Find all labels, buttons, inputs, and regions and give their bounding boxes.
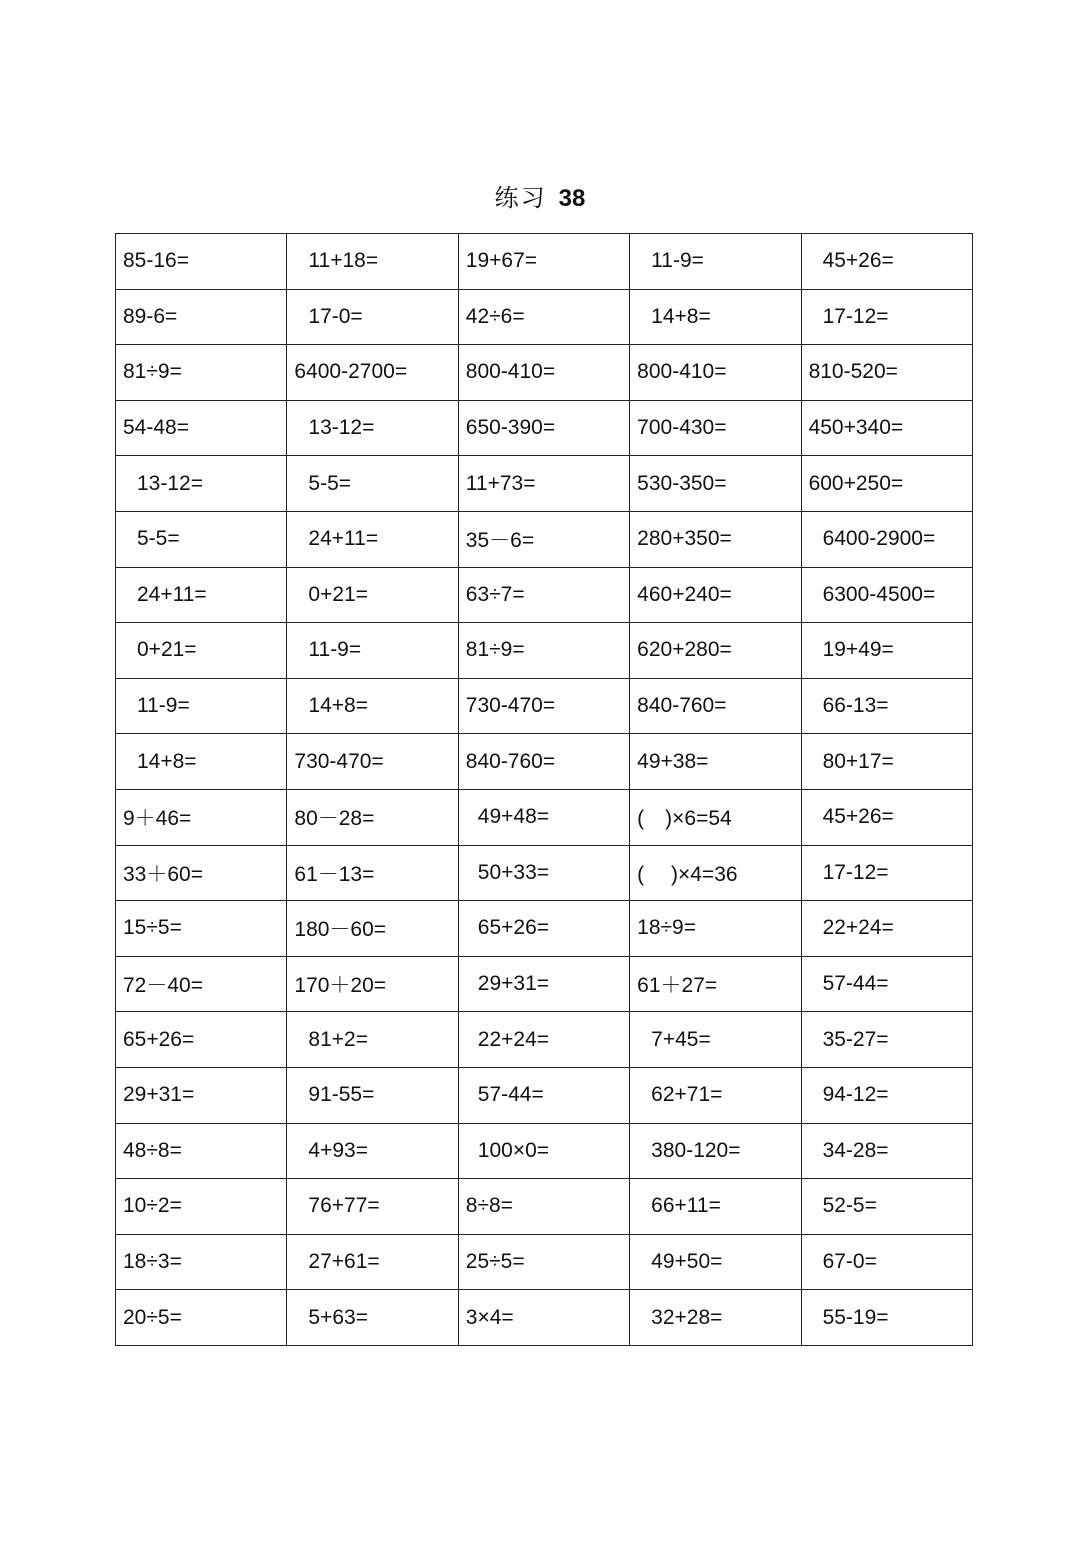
problem-cell: 94-12= xyxy=(801,1067,972,1123)
problem-cell: 5-5= xyxy=(116,511,287,567)
table-row xyxy=(116,1067,973,1123)
problem-cell: 280+350= xyxy=(630,511,801,567)
problem-cell: 100×0= xyxy=(458,1123,629,1179)
problem-cell: 19+67= xyxy=(458,234,629,290)
problem-cell: 14+8= xyxy=(630,289,801,345)
problem-cell: 66-13= xyxy=(801,678,972,734)
problem-cell: 49+38= xyxy=(630,734,801,790)
problem-cell: 650-390= xyxy=(458,400,629,456)
problem-cell: 460+240= xyxy=(630,567,801,623)
problem-cell: 62+71= xyxy=(630,1067,801,1123)
problem-cell: 0+21= xyxy=(116,623,287,679)
table-row xyxy=(116,734,973,790)
problem-cell: 810-520= xyxy=(801,345,972,401)
problem-cell: 49+50= xyxy=(630,1234,801,1290)
problem-cell: 17-12= xyxy=(801,845,972,901)
problem-cell: 0+21= xyxy=(287,567,458,623)
problem-cell: 3×4= xyxy=(458,1290,629,1346)
problem-cell: 800-410= xyxy=(458,345,629,401)
problem-cell: 57-44= xyxy=(801,956,972,1012)
table-row xyxy=(116,956,973,1012)
problem-cell: 52-5= xyxy=(801,1179,972,1235)
problem-cell: 450+340= xyxy=(801,400,972,456)
table-row xyxy=(116,1179,973,1235)
table-row xyxy=(116,1290,973,1346)
table-row xyxy=(116,845,973,901)
problem-cell: 25÷5= xyxy=(458,1234,629,1290)
problem-cell: 48÷8= xyxy=(116,1123,287,1179)
table-row xyxy=(116,511,973,567)
problem-cell: 6400-2700= xyxy=(287,345,458,401)
problem-cell: 11+18= xyxy=(287,234,458,290)
problem-cell: 24+11= xyxy=(287,511,458,567)
problem-cell: 6400-2900= xyxy=(801,511,972,567)
problem-cell: 85-16= xyxy=(116,234,287,290)
problem-cell: 9＋46= xyxy=(116,789,287,845)
problem-cell: 14+8= xyxy=(116,734,287,790)
problem-cell: 29+31= xyxy=(458,956,629,1012)
problem-cell: 600+250= xyxy=(801,456,972,512)
table-row xyxy=(116,456,973,512)
problem-cell: 81+2= xyxy=(287,1012,458,1068)
problem-cell: 89-6= xyxy=(116,289,287,345)
problem-cell: 66+11= xyxy=(630,1179,801,1235)
table-row xyxy=(116,623,973,679)
problem-cell: 35－6= xyxy=(458,511,629,567)
table-row xyxy=(116,400,973,456)
problem-cell: 7+45= xyxy=(630,1012,801,1068)
title-label: 练习 xyxy=(494,184,547,212)
problem-cell: 17-0= xyxy=(287,289,458,345)
table-row xyxy=(116,678,973,734)
problem-cell: 65+26= xyxy=(116,1012,287,1068)
problem-cell: 180－60= xyxy=(287,901,458,957)
table-row xyxy=(116,1234,973,1290)
problem-cell: 45+26= xyxy=(801,789,972,845)
problem-cell: 6300-4500= xyxy=(801,567,972,623)
problem-cell: 55-19= xyxy=(801,1290,972,1346)
problem-cell: 700-430= xyxy=(630,400,801,456)
problem-cell: 33＋60= xyxy=(116,845,287,901)
problem-cell: 54-48= xyxy=(116,400,287,456)
table-row xyxy=(116,789,973,845)
problem-cell: 67-0= xyxy=(801,1234,972,1290)
problem-cell: 17-12= xyxy=(801,289,972,345)
problem-cell: 61＋27= xyxy=(630,956,801,1012)
problem-cell: 72－40= xyxy=(116,956,287,1012)
problem-cell: 91-55= xyxy=(287,1067,458,1123)
problem-cell: 13-12= xyxy=(116,456,287,512)
problem-cell: 80－28= xyxy=(287,789,458,845)
problem-cell: 170＋20= xyxy=(287,956,458,1012)
problem-cell: 18÷3= xyxy=(116,1234,287,1290)
table-row xyxy=(116,1012,973,1068)
problem-cell: 730-470= xyxy=(287,734,458,790)
table-row xyxy=(116,234,973,290)
problem-cell: 840-760= xyxy=(458,734,629,790)
problem-cell: 10÷2= xyxy=(116,1179,287,1235)
page-title xyxy=(0,180,1080,217)
title-number: 38 xyxy=(558,185,586,212)
problem-cell: 81÷9= xyxy=(116,345,287,401)
table-row xyxy=(116,1123,973,1179)
problem-cell: 11-9= xyxy=(116,678,287,734)
problem-cell: 530-350= xyxy=(630,456,801,512)
problem-cell: 380-120= xyxy=(630,1123,801,1179)
problem-cell: 81÷9= xyxy=(458,623,629,679)
problem-cell: 13-12= xyxy=(287,400,458,456)
problem-cell: 80+17= xyxy=(801,734,972,790)
problem-cell: 32+28= xyxy=(630,1290,801,1346)
problem-cell: 45+26= xyxy=(801,234,972,290)
problem-cell: 11-9= xyxy=(630,234,801,290)
problem-cell: 57-44= xyxy=(458,1067,629,1123)
problem-cell: 19+49= xyxy=(801,623,972,679)
problem-cell: 620+280= xyxy=(630,623,801,679)
problem-cell: 49+48= xyxy=(458,789,629,845)
problem-cell: 18÷9= xyxy=(630,901,801,957)
problem-cell: 76+77= xyxy=(287,1179,458,1235)
problem-cell: 730-470= xyxy=(458,678,629,734)
problem-cell: 4+93= xyxy=(287,1123,458,1179)
problem-cell: 27+61= xyxy=(287,1234,458,1290)
problem-cell: ( )×4=36 xyxy=(630,845,801,901)
problem-cell: 20÷5= xyxy=(116,1290,287,1346)
problem-cell: 5-5= xyxy=(287,456,458,512)
table-row xyxy=(116,345,973,401)
table-row xyxy=(116,567,973,623)
problem-cell: 22+24= xyxy=(801,901,972,957)
problem-cell: 11+73= xyxy=(458,456,629,512)
problem-cell: 61－13= xyxy=(287,845,458,901)
problem-cell: 34-28= xyxy=(801,1123,972,1179)
problem-cell: 11-9= xyxy=(287,623,458,679)
problem-cell: 24+11= xyxy=(116,567,287,623)
problem-cell: 15÷5= xyxy=(116,901,287,957)
table-row xyxy=(116,289,973,345)
exercise-table xyxy=(115,233,973,1346)
problem-cell: ( )×6=54 xyxy=(630,789,801,845)
problem-cell: 35-27= xyxy=(801,1012,972,1068)
problem-cell: 14+8= xyxy=(287,678,458,734)
problem-cell: 63÷7= xyxy=(458,567,629,623)
problem-cell: 42÷6= xyxy=(458,289,629,345)
table-row xyxy=(116,901,973,957)
problem-cell: 800-410= xyxy=(630,345,801,401)
problem-cell: 840-760= xyxy=(630,678,801,734)
problem-cell: 8÷8= xyxy=(458,1179,629,1235)
problem-cell: 65+26= xyxy=(458,901,629,957)
problem-cell: 50+33= xyxy=(458,845,629,901)
problem-cell: 22+24= xyxy=(458,1012,629,1068)
problem-cell: 29+31= xyxy=(116,1067,287,1123)
problem-cell: 5+63= xyxy=(287,1290,458,1346)
